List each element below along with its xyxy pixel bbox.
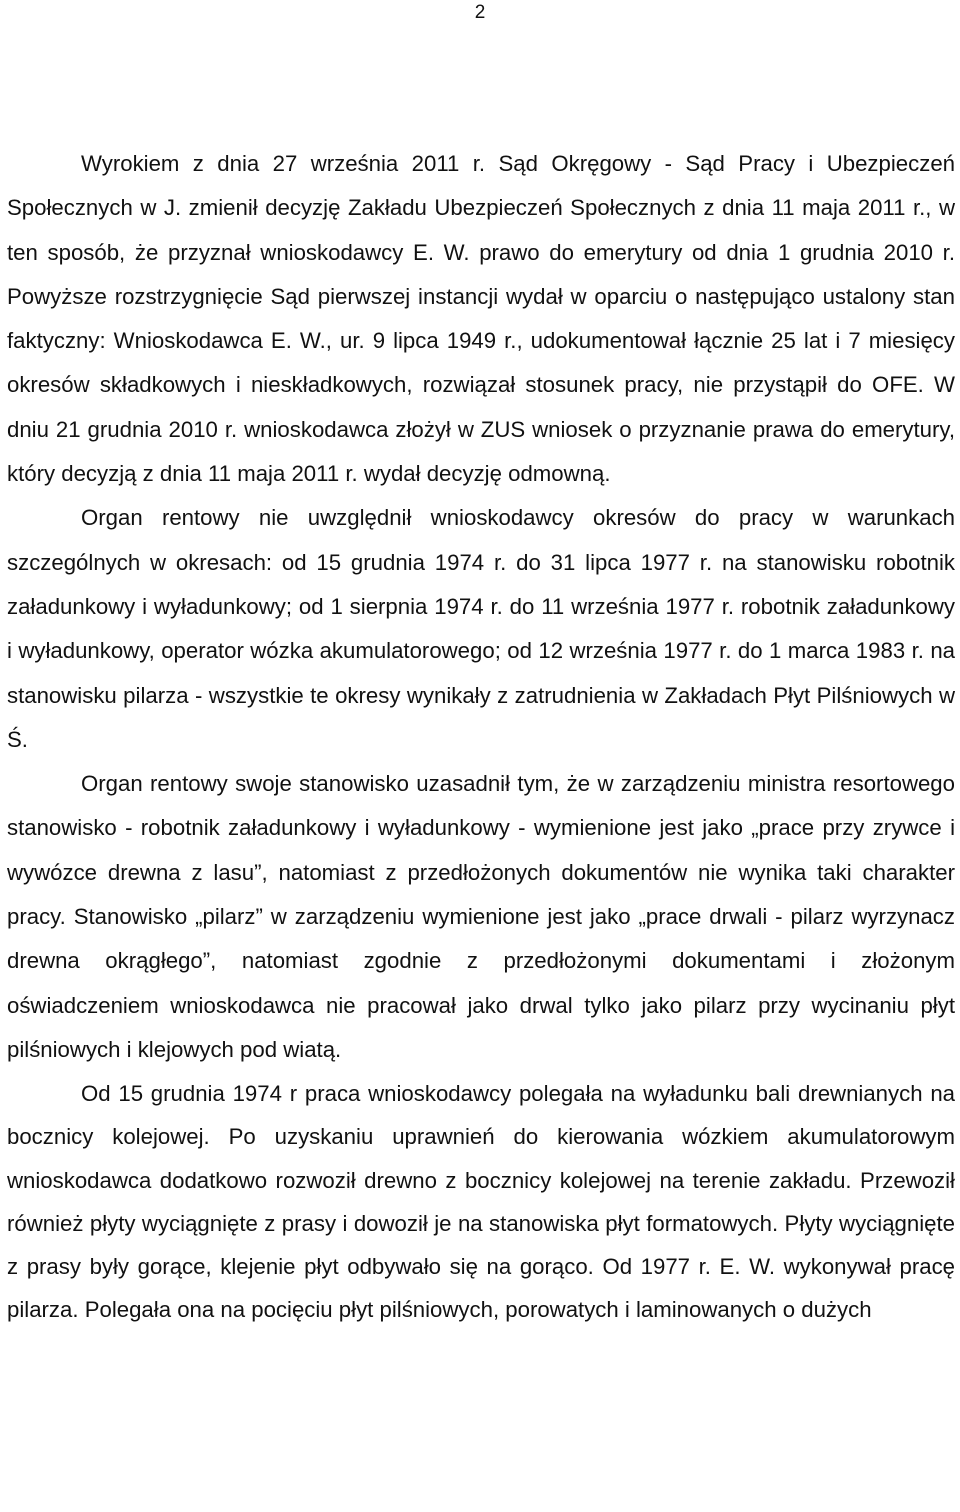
page-number: 2 [474,2,486,23]
paragraph-authority-reasoning: Organ rentowy swoje stanowisko uzasadnił tym, że w zarządzeniu ministra resortowego stanowisko - robotnik załadunkowy i wyładunkowy - wymienione jest jako „prace przy zrywce i wywózce drewna z lasu”, natomiast z przedłożonych dokumentów nie wynika taki charakter pracy. Stanowisko „pilarz” w zarządzeniu wymienione jest jako „prace drwali - pilarz wyrzynacz drewna okrągłego”, natomiast zgodnie z przedłożonymi dokumentami i złożonym oświadczeniem wnioskodawca nie pracował jako drwal tylko jako pilarz przy wycinaniu płyt pilśniowych i klejowych pod wiatą. [7,771,955,1062]
paragraph-work-description: Od 15 grudnia 1974 r praca wnioskodawcy polegała na wyładunku bali drewnianych na bocznicy kolejowej. Po uzyskaniu uprawnień do kierowania wózkiem akumulatorowym wnioskodawca dodatkowo rozwoził drewno z bocznicy kolejowej na terenie zakładu. Przewoził również płyty wyciągnięte z prasy i dowoził je na stanowiska płyt formatowych. Płyty wyciągnięte z prasy były gorące, klejenie płyt odbywało się na gorąco. Od 1977 r. E. W. wykonywał pracę pilarza. Polegała ona na pocięciu płyt pilśniowych, porowatych i laminowanych o dużych [7,1081,955,1323]
paragraph-excluded-periods: Organ rentowy nie uwzględnił wnioskodawcy okresów do pracy w warunkach szczególnych w okresach: od 15 grudnia 1974 r. do 31 lipca 1977 r. na stanowisku robotnik załadunkowy i wyładunkowy; od 1 sierpnia 1974 r. do 11 września 1977 r. robotnik załadunkowy i wyładunkowy, operator wózka akumulatorowego; od 12 września 1977 r. do 1 marca 1983 r. na stanowisku pilarza - wszystkie te okresy wynikały z zatrudnienia w Zakładach Płyt Pilśniowych w Ś. [7,505,955,752]
document-body [7,142,955,1331]
paragraph-judgment: Wyrokiem z dnia 27 września 2011 r. Sąd Okręgowy - Sąd Pracy i Ubezpieczeń Społecznych w J. zmienił decyzję Zakładu Ubezpieczeń Społecznych z dnia 11 maja 2011 r., w ten sposób, że przyznał wnioskodawcy E. W. prawo do emerytury od dnia 1 grudnia 2010 r. Powyższe rozstrzygnięcie Sąd pierwszej instancji wydał w oparciu o następująco ustalony stan faktyczny: Wnioskodawca E. W., ur. 9 lipca 1949 r., udokumentował łącznie 25 lat i 7 miesięcy okresów składkowych i nieskładkowych, rozwiązał stosunek pracy, nie przystąpił do OFE. W dniu 21 grudnia 2010 r. wnioskodawca złożył w ZUS wniosek o przyznanie prawa do emerytury, który decyzją z dnia 11 maja 2011 r. wydał decyzję odmowną. [7,151,955,487]
